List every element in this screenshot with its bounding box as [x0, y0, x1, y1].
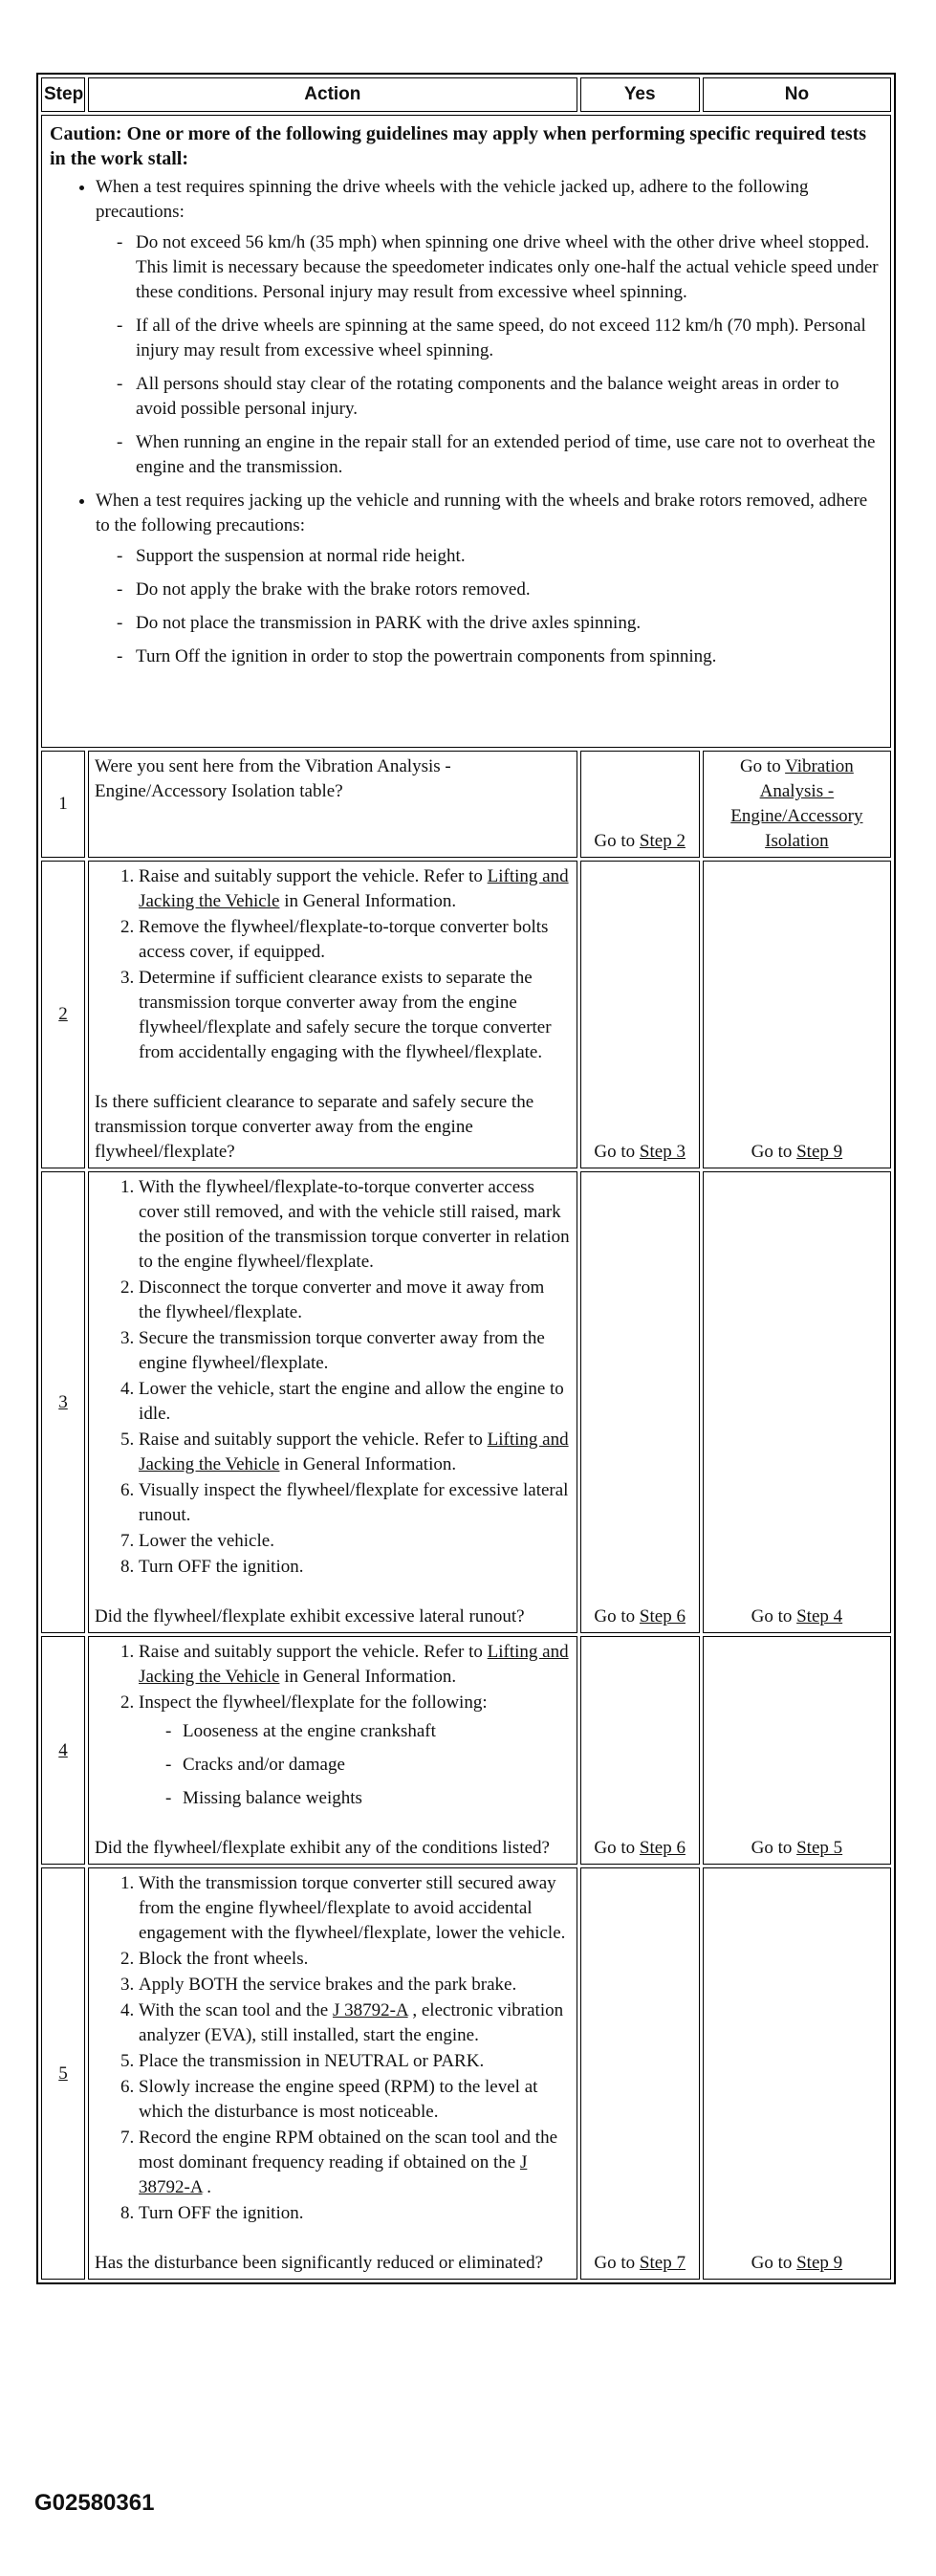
- action-item: [139, 2126, 571, 2200]
- step-action: [88, 1171, 577, 1633]
- step-row-1: [41, 751, 891, 858]
- no-cell: [703, 1636, 891, 1865]
- action-list: [95, 1175, 571, 1580]
- action-item: [139, 864, 571, 914]
- no-cell: [703, 751, 891, 858]
- condition-item: - Cracks and/or damage: [165, 1753, 571, 1778]
- step-action: [88, 861, 577, 1168]
- action-text: Raise and suitably support the vehicle. Refer to: [139, 866, 488, 886]
- step-action: [88, 1636, 577, 1865]
- caution-bullet: [96, 489, 882, 669]
- action-item: 3. Secure the transmission torque converter away from the engine flywheel/flexplate.: [139, 1326, 571, 1376]
- lifting-jacking-link[interactable]: Lifting and Jacking the Vehicle: [139, 866, 569, 911]
- step-number: [41, 1636, 85, 1865]
- action-item: 8. Turn OFF the ignition.: [139, 1555, 571, 1580]
- caution-bullet-text: When a test requires spinning the drive wheels with the vehicle jacked up, adhere to the following precautions:: [96, 177, 809, 222]
- action-text: Inspect the flywheel/flexplate for the following:: [139, 1692, 488, 1713]
- caution-cell: [41, 115, 891, 748]
- caution-bullet-text: When a test requires jacking up the vehicle and running with the wheels and brake rotors removed, adhere to the following precautions:: [96, 491, 868, 535]
- no-cell: [703, 861, 891, 1168]
- caution-row: [41, 115, 891, 748]
- caution-bullets: [50, 175, 882, 669]
- step-row-5: [41, 1867, 891, 2280]
- action-item: 8. Turn OFF the ignition.: [139, 2201, 571, 2226]
- goto-step-5-link[interactable]: Step 5: [796, 1838, 843, 1858]
- header-action: Action: [88, 77, 577, 112]
- action-item: [139, 1640, 571, 1690]
- caution-item: - Turn Off the ignition in order to stop the powertrain components from spinning.: [117, 644, 882, 669]
- condition-item: - Missing balance weights: [165, 1786, 571, 1811]
- step-2-link[interactable]: 2: [58, 1004, 68, 1024]
- header-step: Step: [41, 77, 85, 112]
- condition-item: - Looseness at the engine crankshaft: [165, 1719, 571, 1744]
- action-item: 4. Lower the vehicle, start the engine and allow the engine to idle.: [139, 1377, 571, 1427]
- eva-tool-link[interactable]: J 38792-A: [332, 2000, 408, 2020]
- caution-sublist: [96, 544, 882, 669]
- action-item: [139, 1998, 571, 2048]
- goto-step-9-link[interactable]: Step 9: [796, 2253, 843, 2273]
- goto-text: Go to: [594, 1142, 640, 1162]
- caution-item: - All persons should stay clear of the rotating components and the balance weight areas in order to avoid possible personal injury.: [117, 372, 882, 422]
- action-list: [95, 864, 571, 1065]
- step-action: [88, 751, 577, 858]
- caution-item: - Do not exceed 56 km/h (35 mph) when spinning one drive wheel with the other drive wheel stopped. This limit is necessary because the speedometer indicates only one-half the actual vehicle speed under these conditions. Personal injury may result from excessive wheel spinning.: [117, 230, 882, 305]
- step-number: [41, 861, 85, 1168]
- action-item: 3. Determine if sufficient clearance exists to separate the transmission torque converter away from the engine flywheel/flexplate and safely secure the torque converter from accidentally engaging with the flywheel/flexplate.: [139, 966, 571, 1065]
- goto-text: Go to: [594, 1606, 640, 1626]
- action-item: 6. Slowly increase the engine speed (RPM) to the level at which the disturbance is most noticeable.: [139, 2075, 571, 2125]
- step-5-link[interactable]: 5: [58, 2063, 68, 2084]
- action-text: Raise and suitably support the vehicle. Refer to: [139, 1430, 488, 1450]
- step-4-link[interactable]: 4: [58, 1739, 68, 1760]
- goto-text: Go to: [751, 1606, 797, 1626]
- action-item: 5. Place the transmission in NEUTRAL or PARK.: [139, 2049, 571, 2074]
- goto-step-6-link[interactable]: Step 6: [639, 1838, 686, 1858]
- action-text: Record the engine RPM obtained on the scan tool and the most dominant frequency reading if obtained on the: [139, 2128, 558, 2172]
- goto-text: Go to: [594, 1838, 640, 1858]
- goto-text: Go to: [751, 1142, 797, 1162]
- step-row-4: [41, 1636, 891, 1865]
- step-number: [41, 1171, 85, 1633]
- header-no: No: [703, 77, 891, 112]
- action-item: [139, 1428, 571, 1477]
- action-item: 2. Block the front wheels.: [139, 1947, 571, 1972]
- action-list: [95, 1640, 571, 1811]
- action-text: With the scan tool and the: [139, 2000, 333, 2020]
- caution-item: - When running an engine in the repair stall for an extended period of time, use care not to overheat the engine and the transmission.: [117, 430, 882, 480]
- header-yes: Yes: [580, 77, 700, 112]
- caution-item: - If all of the drive wheels are spinning at the same speed, do not exceed 112 km/h (70 mph). Personal injury may result from excessive wheel spinning.: [117, 314, 882, 363]
- vibration-analysis-link[interactable]: Vibration Analysis - Engine/Accessory Isolation: [730, 756, 863, 851]
- goto-step-3-link[interactable]: Step 3: [639, 1142, 686, 1162]
- goto-step-6-link[interactable]: Step 6: [639, 1606, 686, 1626]
- action-item: 1. With the transmission torque converter still secured away from the engine flywheel/flexplate to avoid accidental engagement with the flywheel/flexplate, lower the vehicle.: [139, 1871, 571, 1946]
- step-number: 1: [41, 751, 85, 858]
- caution-item: - Do not place the transmission in PARK with the drive axles spinning.: [117, 611, 882, 636]
- goto-step-4-link[interactable]: Step 4: [796, 1606, 843, 1626]
- goto-text: Go to: [751, 2253, 797, 2273]
- yes-cell: [580, 1636, 700, 1865]
- action-text: in General Information.: [279, 1454, 457, 1474]
- step-row-3: [41, 1171, 891, 1633]
- action-item: 2. Disconnect the torque converter and move it away from the flywheel/flexplate.: [139, 1276, 571, 1325]
- action-text: Raise and suitably support the vehicle. Refer to: [139, 1642, 488, 1662]
- step-question: Did the flywheel/flexplate exhibit excessive lateral runout?: [95, 1606, 525, 1626]
- condition-list: [139, 1719, 571, 1811]
- yes-cell: [580, 751, 700, 858]
- caution-sublist: [96, 230, 882, 480]
- action-item: 3. Apply BOTH the service brakes and the park brake.: [139, 1973, 571, 1997]
- goto-text: Go to: [594, 2253, 640, 2273]
- no-cell: [703, 1867, 891, 2280]
- step-question: Is there sufficient clearance to separate and safely secure the transmission torque converter away from the engine flywheel/flexplate?: [95, 1092, 534, 1162]
- action-item: 6. Visually inspect the flywheel/flexplate for excessive lateral runout.: [139, 1478, 571, 1528]
- lifting-jacking-link[interactable]: Lifting and Jacking the Vehicle: [139, 1430, 569, 1474]
- diagnostic-table: [36, 73, 896, 2284]
- figure-id: G02580361: [34, 2490, 155, 2516]
- step-question: Has the disturbance been significantly reduced or eliminated?: [95, 2253, 544, 2273]
- step-number: [41, 1867, 85, 2280]
- action-text: in General Information.: [279, 1667, 457, 1687]
- action-text: in General Information.: [279, 891, 457, 911]
- goto-text: Go to: [751, 1838, 797, 1858]
- goto-step-7-link[interactable]: Step 7: [639, 2253, 686, 2273]
- caution-bullet: [96, 175, 882, 480]
- step-row-2: [41, 861, 891, 1168]
- header-row: [41, 77, 891, 112]
- step-action: [88, 1867, 577, 2280]
- action-item: 2. Remove the flywheel/flexplate-to-torque converter bolts access cover, if equipped.: [139, 915, 571, 965]
- action-list: [95, 1871, 571, 2226]
- goto-step-9-link[interactable]: Step 9: [796, 1142, 843, 1162]
- goto-text: Go to: [594, 831, 640, 851]
- caution-item: - Support the suspension at normal ride height.: [117, 544, 882, 569]
- yes-cell: [580, 1867, 700, 2280]
- action-text: .: [202, 2177, 212, 2197]
- action-text: , electronic vibration analyzer (EVA), still installed, start the engine.: [139, 2000, 564, 2045]
- no-cell: [703, 1171, 891, 1633]
- step-question: Did the flywheel/flexplate exhibit any of the conditions listed?: [95, 1838, 550, 1858]
- lifting-jacking-link[interactable]: Lifting and Jacking the Vehicle: [139, 1642, 569, 1687]
- yes-cell: [580, 1171, 700, 1633]
- action-item: 1. With the flywheel/flexplate-to-torque converter access cover still removed, and with the vehicle still raised, mark the position of the transmission torque converter in relation to the engine flywheel/flexplate.: [139, 1175, 571, 1275]
- step-question: Were you sent here from the Vibration Analysis - Engine/Accessory Isolation table?: [95, 756, 451, 801]
- diagnostic-document: [36, 73, 896, 2284]
- caution-title: Caution: One or more of the following guidelines may apply when performing specific required tests in the work stall:: [50, 123, 867, 169]
- action-item: [139, 1691, 571, 1811]
- step-3-link[interactable]: 3: [58, 1391, 68, 1412]
- goto-step-2-link[interactable]: Step 2: [639, 831, 686, 851]
- yes-cell: [580, 861, 700, 1168]
- action-item: 7. Lower the vehicle.: [139, 1529, 571, 1554]
- eva-tool-link[interactable]: J 38792-A: [139, 2152, 528, 2197]
- caution-item: - Do not apply the brake with the brake rotors removed.: [117, 578, 882, 602]
- goto-text: Go to: [739, 756, 786, 776]
